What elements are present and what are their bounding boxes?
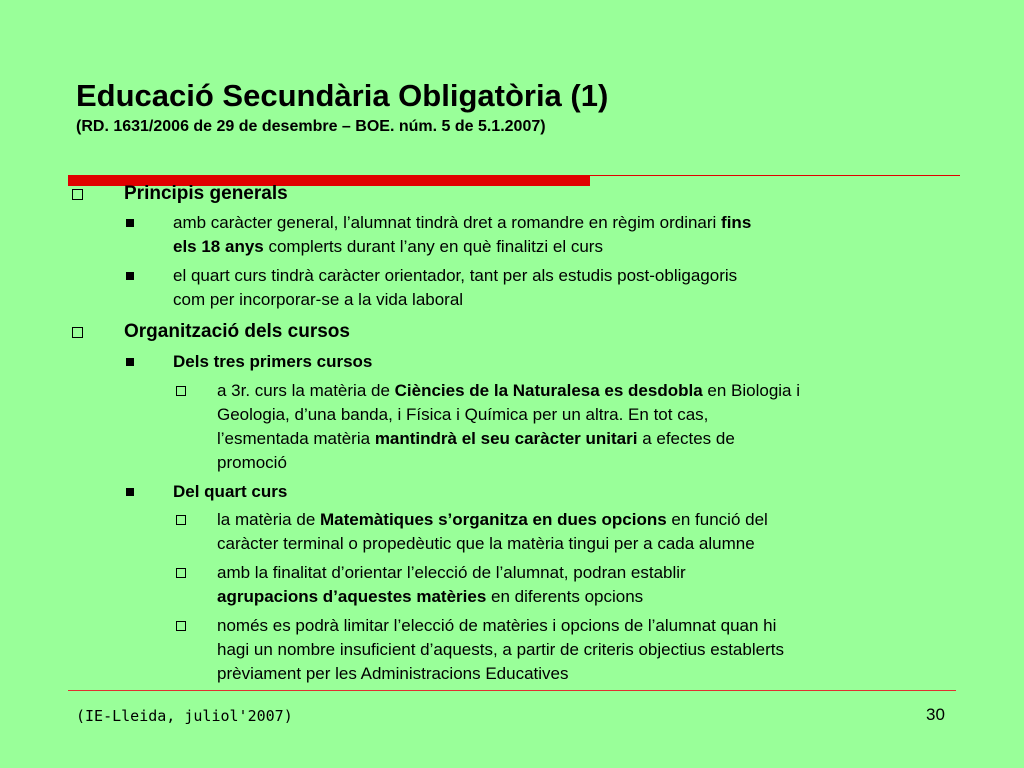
text-segment: amb la finalitat d’orientar l’elecció de l’alumnat, podran establir — [217, 563, 686, 582]
text-segment: promoció — [217, 453, 287, 472]
bullet-item — [217, 508, 768, 556]
text-segment: a 3r. curs la matèria de — [217, 381, 395, 400]
text-segment: en diferents opcions — [486, 587, 644, 606]
text-segment: hagi un nombre insuficient d’aquests, a partir de criteris objectius establerts — [217, 640, 784, 659]
emphasis-text: agrupacions d’aquestes matèries — [217, 587, 487, 606]
bullet-line — [217, 532, 768, 556]
bullet-item — [173, 264, 737, 312]
emphasis-text: mantindrà el seu caràcter unitari — [374, 429, 638, 448]
text-segment: l’esmentada matèria — [217, 429, 375, 448]
bullet-line — [173, 288, 737, 312]
bullet-line — [217, 662, 784, 686]
subsection-heading: Del quart curs — [173, 482, 288, 501]
text-segment: caràcter terminal o propedèutic que la matèria tingui per a cada alumne — [217, 534, 755, 553]
bullet-line — [217, 561, 686, 585]
text-segment: complerts durant l’any en què finalitzi el curs — [263, 237, 603, 256]
bullet-item — [173, 211, 751, 259]
footer-rule — [68, 690, 956, 691]
emphasis-text: els 18 anys — [173, 237, 264, 256]
bullet-icon — [176, 568, 186, 578]
bullet-icon — [176, 386, 186, 396]
emphasis-text: fins — [721, 213, 752, 232]
bullet-line — [217, 614, 784, 638]
bullet-line — [217, 508, 768, 532]
bullet-item — [217, 379, 800, 475]
bullet-line — [217, 379, 800, 403]
section-heading: Principis generals — [124, 183, 288, 204]
bullet-icon — [126, 272, 134, 280]
text-segment: en Biologia i — [702, 381, 801, 400]
text-segment: amb caràcter general, l’alumnat tindrà dret a romandre en règim ordinari — [173, 213, 722, 232]
bullet-icon — [176, 621, 186, 631]
section-heading: Organització dels cursos — [124, 321, 350, 342]
bullet-line — [217, 585, 686, 609]
bullet-icon — [176, 515, 186, 525]
bullet-line — [217, 427, 800, 451]
text-segment: com per incorporar-se a la vida laboral — [173, 290, 464, 309]
bullet-line — [217, 638, 784, 662]
text-segment: prèviament per les Administracions Educatives — [217, 664, 569, 683]
subsection-heading: Dels tres primers cursos — [173, 352, 373, 371]
slide-subtitle: (RD. 1631/2006 de 29 de desembre – BOE. núm. 5 de 5.1.2007) — [76, 118, 546, 135]
emphasis-text: Matemàtiques s’organitza en dues opcions — [320, 510, 667, 529]
bullet-item — [217, 561, 686, 609]
slide-number: 30 — [926, 705, 945, 724]
bullet-icon — [72, 189, 83, 200]
bullet-icon — [72, 327, 83, 338]
bullet-icon — [126, 219, 134, 227]
bullet-line — [217, 403, 800, 427]
text-segment: Geologia, d’una banda, i Física i Química per un altra. En tot cas, — [217, 405, 709, 424]
text-segment: només es podrà limitar l’elecció de matèries i opcions de l’alumnat quan hi — [217, 616, 777, 635]
bullet-line — [173, 235, 751, 259]
text-segment: a efectes de — [637, 429, 735, 448]
bullet-line — [217, 451, 800, 475]
bullet-line — [173, 211, 751, 235]
emphasis-text: Ciències de la Naturalesa es desdobla — [394, 381, 703, 400]
text-segment: en funció del — [666, 510, 768, 529]
slide-title: Educació Secundària Obligatòria (1) — [76, 78, 609, 113]
bullet-line — [173, 264, 737, 288]
bullet-icon — [126, 488, 134, 496]
text-segment: la matèria de — [217, 510, 320, 529]
footer-source: (IE-Lleida, juliol'2007) — [76, 707, 293, 725]
bullet-item — [217, 614, 784, 686]
text-segment: el quart curs tindrà caràcter orientador, tant per als estudis post-obligagoris — [173, 266, 738, 285]
bullet-icon — [126, 358, 134, 366]
